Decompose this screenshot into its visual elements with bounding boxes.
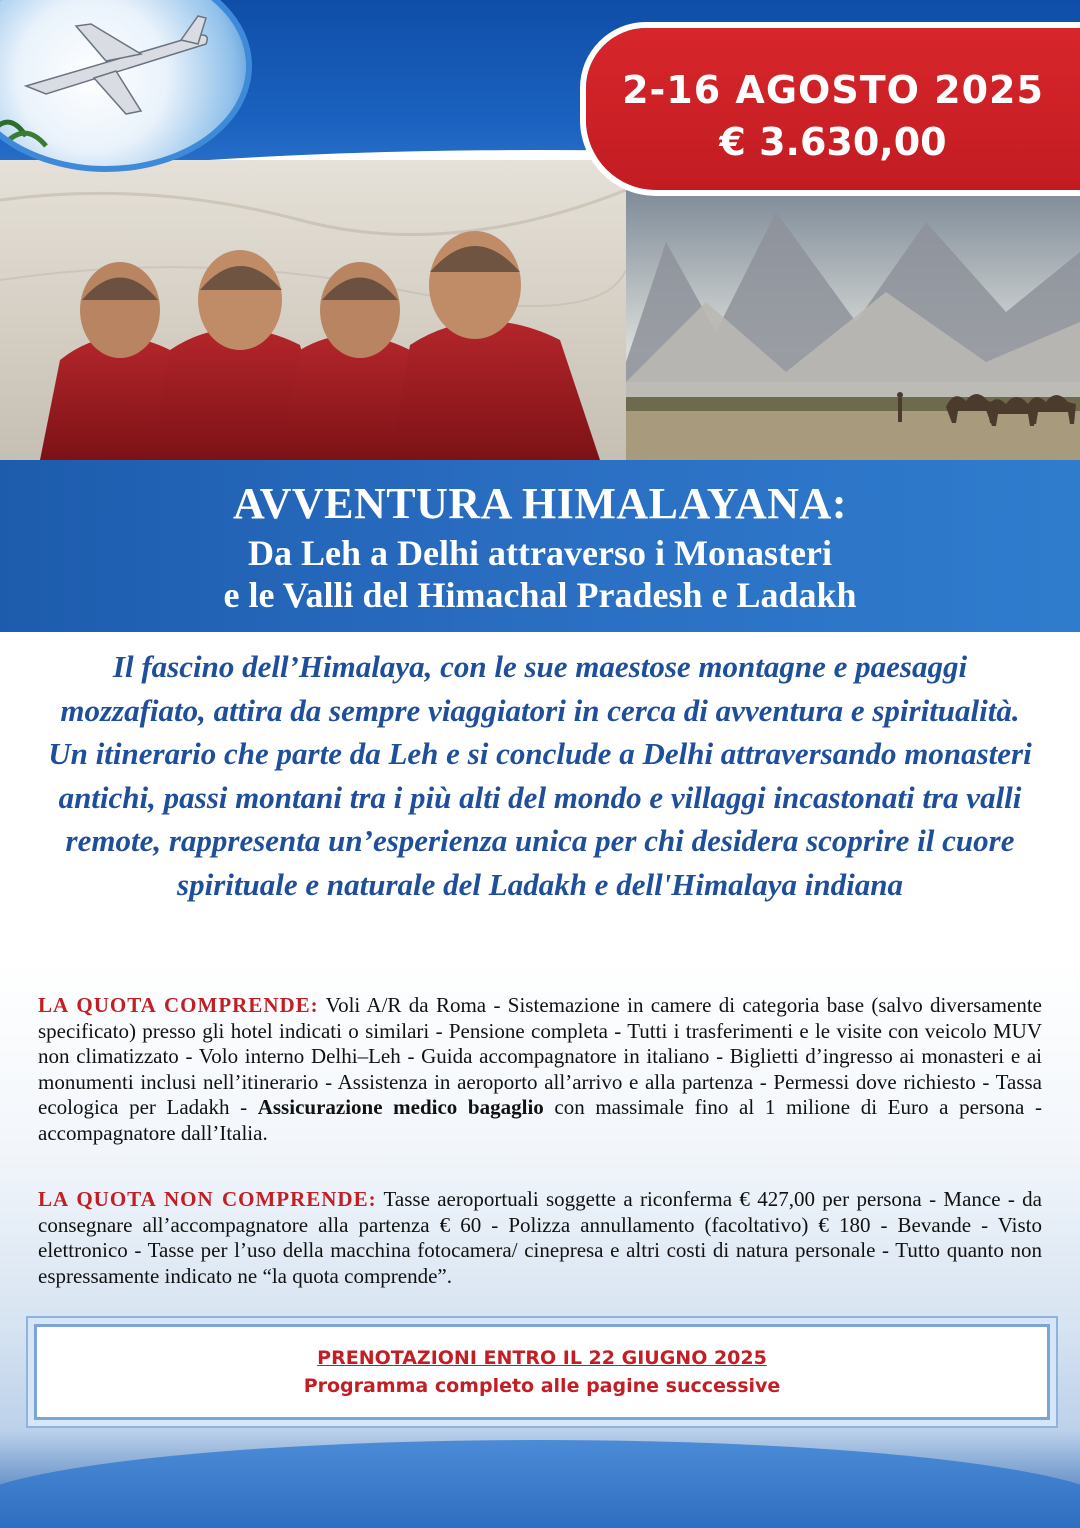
title-banner xyxy=(0,460,1080,632)
date-price-badge xyxy=(586,28,1080,190)
excludes-text: Tasse aeroportuali soggette a riconferma € 427,00 per persona - Mance - da consegnare all’accompagnatore alla partenza € 60 - Polizza annullamento (facoltativo) € 180 - Bevande - Visto elettronico - Tasse per l’uso della macchina fotocamera/ cinepresa e altri costi di natura personale - Tutto quanto non espressamente indicato ne “la quota comprende”. xyxy=(38,1187,1042,1288)
travel-dates: 2-16 AGOSTO 2025 xyxy=(622,68,1044,112)
mountain-landscape-illustration xyxy=(626,182,1080,460)
intro-paragraph: Il fascino dell’Himalaya, con le sue maestose montagne e paesaggi mozzafiato, attira da sempre viaggiatori in cerca di avventura e spiritualità. Un itinerario che parte da Leh e si conclude a Delhi attraversando monasteri antichi, passi montani tra i più alti del mondo e villaggi incastonati tra valli remote, rappresenta un’esperienza unica per chi desidera scoprire il cuore spirituale e naturale del Ladakh e dell'Himalaya indiana xyxy=(48,649,1032,902)
booking-notice xyxy=(34,1324,1050,1420)
young-monks-photo xyxy=(0,160,626,460)
monks-illustration xyxy=(0,160,626,460)
includes-text: Voli A/R da Roma - Sistemazione in camere di categoria base (salvo diversamente specificato) presso gli hotel indicati o similari - Pensione completa - Tutti i trasferimenti e le visite con veicolo MUV non climatizzato - Volo interno Delhi–Leh - Guida accompagnatore in italiano - Biglietti d’ingresso ai monasteri e ai monumenti inclusi nell’itinerario - Assistenza in aeroporto all’arrivo e alla partenza - Permessi dove richiesto - Tassa ecologica per Ladakh - xyxy=(38,993,1042,1119)
trip-price: € 3.630,00 xyxy=(719,120,947,164)
price-includes xyxy=(38,993,1042,1146)
booking-deadline: PRENOTAZIONI ENTRO IL 22 GIUGNO 2025 xyxy=(317,1347,767,1369)
insurance-highlight: Assicurazione medico bagaglio xyxy=(257,1095,544,1119)
himalaya-camels-photo xyxy=(626,182,1080,460)
bottom-wave xyxy=(0,1440,1080,1528)
program-note: Programma completo alle pagine successive xyxy=(303,1375,781,1397)
page-subtitle-line1: Da Leh a Delhi attraverso i Monasteri xyxy=(248,533,832,573)
includes-label: LA QUOTA COMPRENDE: xyxy=(38,993,319,1017)
includes-text-end: con massimale fino al 1 milione di Euro a persona - accompagnatore dall’Italia. xyxy=(38,1095,1042,1145)
page-title: AVVENTURA HIMALAYANA: xyxy=(233,479,847,528)
excludes-label: LA QUOTA NON COMPRENDE: xyxy=(38,1187,377,1211)
page-subtitle-line2: e le Valli del Himachal Pradesh e Ladakh xyxy=(223,575,857,615)
price-excludes xyxy=(38,1187,1042,1289)
